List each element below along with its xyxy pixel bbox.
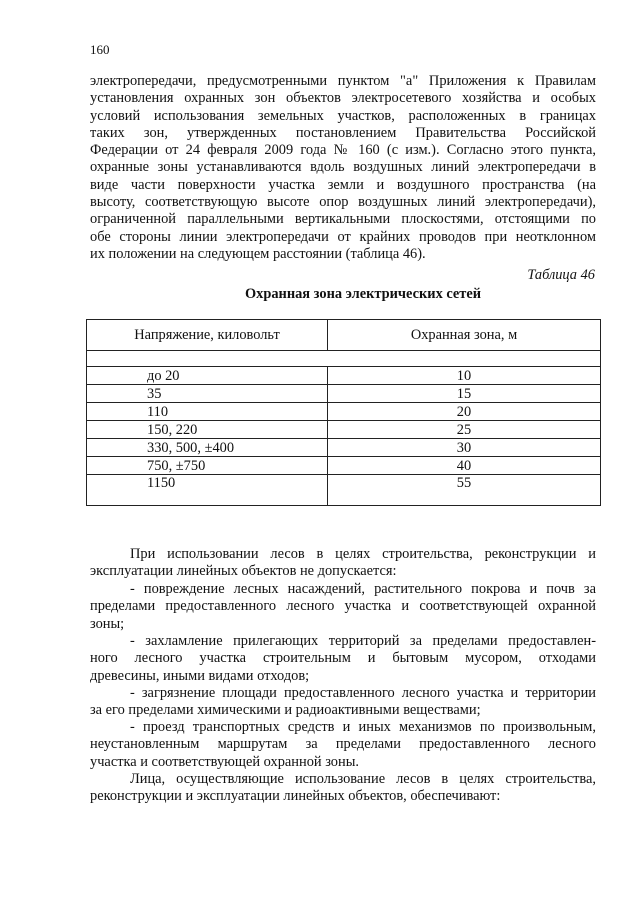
text-line: - повреждение лесных насаждений, растительного покрова и почв за <box>130 581 596 597</box>
header-zone: Охранная зона, м <box>328 320 601 351</box>
text-line: эксплуатации линейных объектов не допускается: <box>90 563 397 580</box>
blank-cell <box>87 351 601 367</box>
text-line: их положении на следующем расстоянии (таблица 46). <box>90 245 426 262</box>
text-line: ного лесного участка строительным и бытовым мусором, отходами <box>90 650 596 667</box>
voltage-cell: 330, 500, ±400 <box>87 439 328 457</box>
text-line: условий использования земельных участков, расположенных в границах <box>90 107 596 124</box>
table-row <box>87 439 601 457</box>
text-line: за его пределами химическими и радиоактивными веществами; <box>90 702 481 719</box>
table-title: Охранная зона электрических сетей <box>244 286 482 302</box>
bullet-pollution <box>90 685 596 720</box>
text-line: - проезд транспортных средств и иных механизмов по произвольным, <box>130 719 596 735</box>
page-number: 160 <box>90 42 110 57</box>
zone-cell: 40 <box>328 457 601 475</box>
paragraph-protection-zones <box>90 73 596 263</box>
text-line: - захламление прилегающих территорий за пределами предоставлен- <box>130 633 596 649</box>
bullet-damage <box>90 581 596 633</box>
text-line: установления охранных зон объектов электросетевого хозяйства и особых <box>90 90 596 107</box>
text-line: Федерации от 24 февраля 2009 года № 160 (с изм.). Согласно этого пункта, <box>90 142 596 159</box>
zone-cell: 55 <box>328 475 601 506</box>
text-line: пределами предоставленного лесного участка и соответствующей охранной <box>90 598 596 615</box>
text-line: зоны; <box>90 615 125 632</box>
text-line: древесины, иными видами отходов; <box>90 667 310 684</box>
zone-cell: 25 <box>328 421 601 439</box>
text-line: реконструкции и эксплуатации линейных объектов, обеспечивают: <box>90 788 501 805</box>
text-line: - загрязнение площади предоставленного лесного участка и территории <box>130 685 596 701</box>
voltage-cell: 750, ±750 <box>87 457 328 475</box>
table-row <box>87 367 601 385</box>
header-voltage: Напряжение, киловольт <box>87 320 328 351</box>
table-caption: Таблица 46 <box>527 267 595 283</box>
table-row <box>87 457 601 475</box>
voltage-cell: 150, 220 <box>87 421 328 439</box>
zone-cell: 10 <box>328 367 601 385</box>
zone-cell: 15 <box>328 385 601 403</box>
text-line: высоту, соответствующую высоте опор воздушных линий электропередачи), <box>90 194 596 211</box>
text-line: участка и соответствующей охранной зоны. <box>90 753 359 770</box>
table-row <box>87 403 601 421</box>
text-line: охранные зоны устанавливаются вдоль воздушных линий электропередачи в <box>90 159 596 176</box>
paragraph-prohibitions <box>90 546 596 581</box>
zone-cell: 30 <box>328 439 601 457</box>
text-line: неустановленным маршрутам за пределами предоставленного лесного <box>90 736 596 753</box>
paragraph-obligations <box>90 771 596 806</box>
bullet-vehicles <box>90 719 596 771</box>
voltage-cell: до 20 <box>87 367 328 385</box>
text-line: ограниченной параллельными вертикальными плоскостями, отстоящими по <box>90 211 596 228</box>
table-row <box>87 475 601 506</box>
voltage-cell: 1150 <box>87 475 328 506</box>
text-line: Лица, осуществляющие использование лесов в целях строительства, <box>130 771 596 787</box>
table-row <box>87 421 601 439</box>
text-line: обе стороны линии электропередачи от крайних проводов при неотклонном <box>90 228 596 245</box>
table-header-row <box>87 320 601 351</box>
zone-cell: 20 <box>328 403 601 421</box>
bullet-littering <box>90 633 596 685</box>
voltage-cell: 35 <box>87 385 328 403</box>
text-line: электропередачи, предусмотренными пунктом "а" Приложения к Правилам <box>90 73 596 89</box>
voltage-cell: 110 <box>87 403 328 421</box>
table-blank-row <box>87 351 601 367</box>
protection-zone-table <box>86 319 601 506</box>
text-line: таких зон, утвержденных постановлением Правительства Российской <box>90 124 596 141</box>
table-row <box>87 385 601 403</box>
text-line: При использовании лесов в целях строительства, реконструкции и <box>130 546 596 562</box>
text-line: виде части поверхности участка земли и воздушного пространства (на <box>90 176 596 193</box>
